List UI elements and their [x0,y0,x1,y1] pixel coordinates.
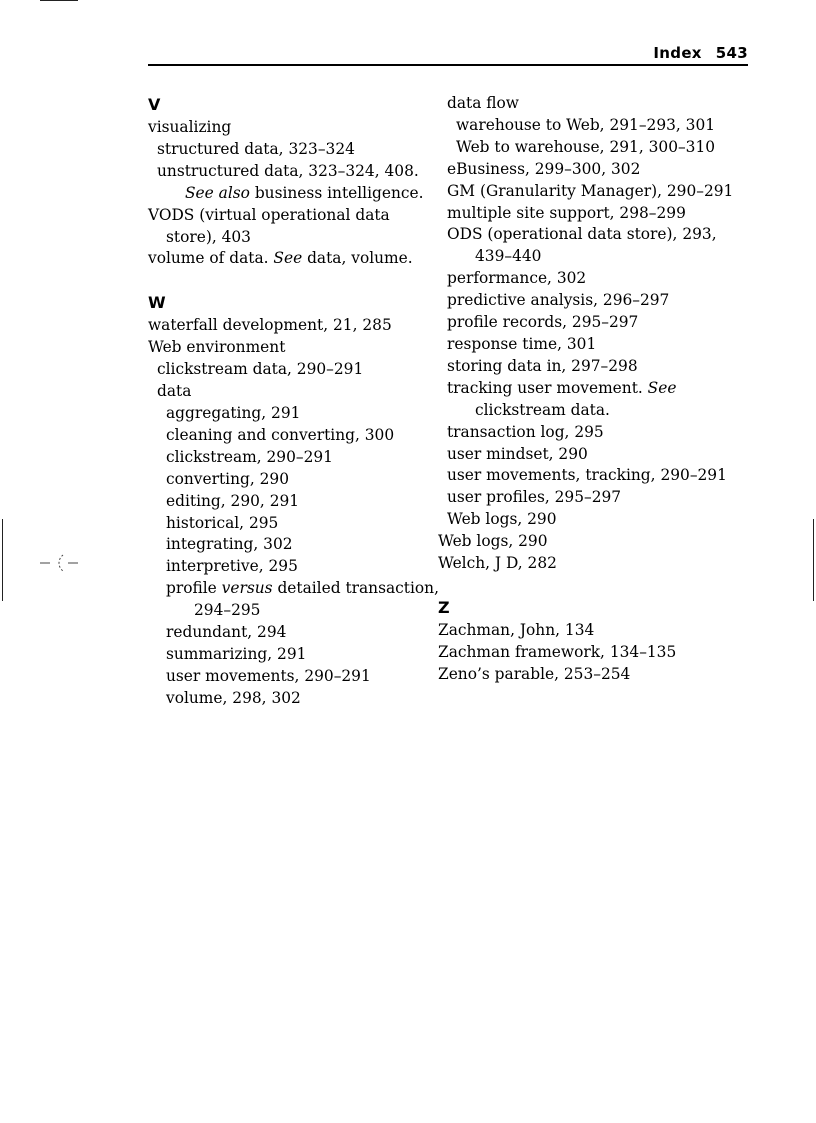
index-subsubentry: integrating, 302 [166,535,293,554]
index-subsubentry: volume, 298, 302 [166,688,301,707]
versus-text: versus [221,579,273,598]
index-subentry: storing data in, 297–298 [447,356,638,375]
index-subsubentry: historical, 295 [166,513,279,532]
right-column [438,93,758,686]
index-subentry: predictive analysis, 296–297 [447,291,670,310]
index-entry: VODS (virtual operational data [148,205,390,224]
see-also-target: business intelligence. [249,183,424,202]
entry-text: volume of data. [148,249,274,268]
index-subentry: clickstream data, 290–291 [157,360,364,379]
crop-mark-top [40,0,78,1]
index-subentry: multiple site support, 298–299 [447,203,686,222]
see-label: See [647,378,677,397]
index-entry: Welch, J D, 282 [438,554,557,573]
letter-heading-w: W [148,293,166,313]
index-subsubentry: Web to warehouse, 291, 300–310 [456,137,716,156]
see-label: See [273,249,303,268]
index-subsubentry: warehouse to Web, 291–293, 301 [456,115,716,134]
index-subentry: GM (Granularity Manager), 290–291 [447,181,734,200]
index-entry: Zachman, John, 134 [438,620,595,639]
letter-heading-v: V [148,95,161,114]
left-column [148,93,439,710]
index-subsubentry: summarizing, 291 [166,644,307,663]
index-entry: visualizing [148,118,232,136]
index-subentry: structured data, 323–324 [157,139,355,158]
crop-mark-left [2,519,3,601]
registration-mark-icon [36,549,82,577]
index-entry-continuation: 439–440 [475,247,542,266]
index-see-also [148,183,428,205]
index-subsubentry [148,578,439,600]
index-subentry: user profiles, 295–297 [447,488,622,507]
index-entry-continuation: store), 403 [166,227,251,246]
running-head [148,44,748,64]
page-number: 543 [715,44,748,62]
index-subsubentry: clickstream, 290–291 [166,447,333,466]
index-entry-continuation: 294–295 [194,601,261,620]
index-subsubentry: converting, 290 [166,469,289,488]
index-subsubentry: aggregating, 291 [166,403,301,422]
header-rule [148,64,748,66]
letter-heading-z: Z [438,597,450,617]
index-subsubentry: cleaning and converting, 300 [166,425,395,444]
see-also-label: See also [185,183,250,202]
entry-text: profile [166,579,222,598]
index-subentry: ODS (operational data store), 293, [447,225,717,244]
entry-text: tracking user movement. [447,378,648,397]
index-subentry: profile records, 295–297 [447,313,639,332]
index-entry: Zeno’s parable, 253–254 [438,664,631,683]
index-subentry: transaction log, 295 [447,422,604,441]
index-subsubentry: interpretive, 295 [166,557,298,576]
crop-mark-right [813,519,814,601]
index-subentry: user movements, tracking, 290–291 [447,466,727,485]
index-subentry: data flow [447,94,519,112]
index-subsubentry: redundant, 294 [166,623,287,642]
index-subentry: Web logs, 290 [447,510,557,529]
index-see-target: clickstream data. [475,400,610,419]
index-subentry: data [157,382,192,401]
section-title: Index [653,44,702,62]
index-entry: waterfall development, 21, 285 [148,316,392,335]
index-entry: Web logs, 290 [438,532,548,551]
index-entry [148,248,428,270]
index-subsubentry: editing, 290, 291 [166,491,300,510]
index-subentry: unstructured data, 323–324, 408. [157,161,419,180]
index-entry: Web environment [148,338,286,357]
index-subentry [438,378,758,400]
index-subentry: user mindset, 290 [447,444,588,463]
index-entry: Zachman framework, 134–135 [438,642,677,661]
index-subentry: performance, 302 [447,269,587,288]
index-subsubentry: user movements, 290–291 [166,666,371,685]
entry-text: detailed transaction, [272,579,439,598]
see-target: data, volume. [302,249,413,268]
index-subentry: eBusiness, 299–300, 302 [447,159,641,178]
index-subentry: response time, 301 [447,334,597,353]
